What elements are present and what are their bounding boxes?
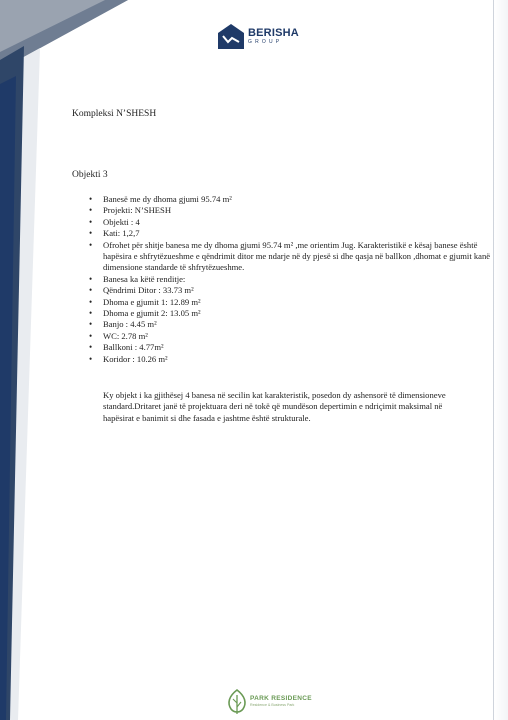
list-item: • Banesë me dy dhoma gjumi 95.74 m² (103, 194, 503, 205)
apartment-details-list (72, 194, 503, 365)
list-item: • Dhoma e gjumit 1: 12.89 m² (103, 297, 503, 308)
berisha-house-icon (218, 23, 244, 49)
logo-name: BERISHA (248, 26, 299, 39)
list-item: • Ofrohet për shitje banesa me dy dhoma gjumi 95.74 m² ,me orientim Jug. Karakteristikë e kësaj banese është hapësira e shfrytëzueshme e qëndrimit ditor me ndarje në dy pjesë si dhe qasja në ballkon ,dhomat e gjumit kanë dimensione standarde të shfrytëzueshme. (103, 240, 503, 274)
list-item: • WC: 2.78 m² (103, 331, 503, 342)
list-item: • Dhoma e gjumit 2: 13.05 m² (103, 308, 503, 319)
leaf-icon (226, 688, 248, 716)
list-item: • Ballkoni : 4.77m² (103, 342, 503, 353)
list-item: • Qëndrimi Ditor : 33.73 m² (103, 285, 503, 296)
object-title: Objekti 3 (72, 170, 108, 180)
berisha-group-logo (218, 22, 299, 50)
park-residence-logo (226, 688, 312, 716)
logo-subtitle: GROUP (248, 38, 283, 45)
footer-tagline: Residence & Business Park (250, 703, 295, 708)
footer-brand: PARK RESIDENCE (250, 694, 312, 702)
complex-title: Kompleksi N’SHESH (72, 109, 157, 119)
list-item: • Koridor : 10.26 m² (103, 354, 503, 365)
list-item: • Objekti : 4 (103, 217, 503, 228)
list-item: • Kati: 1,2,7 (103, 228, 503, 239)
description-paragraph: Ky objekt i ka gjithësej 4 banesa në secilin kat karakteristik, posedon dy ashensorë të dimensioneve standard.Dritaret janë të projektuara deri në tokë që mundëson depertimin e ndriçimit maksimal në hapësirat e banimit si dhe fasada e jashtme është strukturale. (103, 390, 446, 423)
list-item: • Banesa ka këtë renditje: (103, 274, 503, 285)
list-item: • Banjo : 4.45 m² (103, 319, 503, 330)
list-item: • Projekti: N’SHESH (103, 205, 503, 216)
